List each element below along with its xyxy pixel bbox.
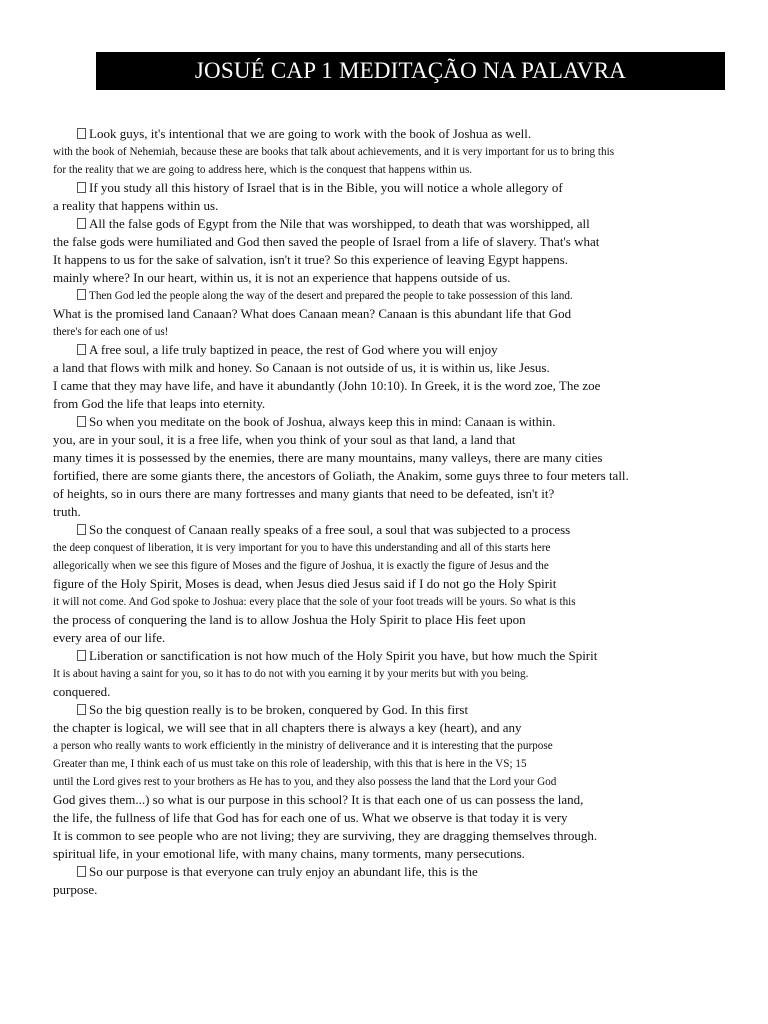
paragraph-line: A free soul, a life truly baptized in peace, the rest of God where you will enjoy <box>53 341 653 359</box>
paragraph-line: Look guys, it's intentional that we are going to work with the book of Joshua as well. <box>53 125 653 143</box>
paragraph-line: Liberation or sanctification is not how much of the Holy Spirit you have, but how much the Spirit <box>53 647 653 665</box>
paragraph-line: Then God led the people along the way of the desert and prepared the people to take possession of this land. <box>53 287 653 305</box>
paragraph-line: until the Lord gives rest to your brothers as He has to you, and they also possess the land that the Lord your God <box>53 776 557 788</box>
paragraph-line: conquered. <box>53 684 111 699</box>
missing-glyph-icon <box>77 650 86 661</box>
paragraph-line: for the reality that we are going to address here, which is the conquest that happens within us. <box>53 164 473 176</box>
paragraph-line: allegorically when we see this figure of Moses and the figure of Joshua, it is exactly the figure of Jesus and the <box>53 560 549 572</box>
paragraph-line: Greater than me, I think each of us must take on this role of leadership, with this that is here in the VS; 15 <box>53 758 527 770</box>
missing-glyph-icon <box>77 344 86 355</box>
paragraph-line: from God the life that leaps into eternity. <box>53 396 266 411</box>
paragraph-line: God gives them...) so what is our purpose in this school? It is that each one of us can possess the land, <box>53 792 584 807</box>
paragraph-line: every area of our life. <box>53 630 166 645</box>
missing-glyph-icon <box>77 704 86 715</box>
missing-glyph-icon <box>77 524 86 535</box>
paragraph-line: spiritual life, in your emotional life, with many chains, many torments, many persecutions. <box>53 846 525 861</box>
paragraph-line: figure of the Holy Spirit, Moses is dead, when Jesus died Jesus said if I do not go the Holy Spirit <box>53 576 557 591</box>
paragraph-line: I came that they may have life, and have it abundantly (John 10:10). In Greek, it is the word zoe, The zoe <box>53 378 601 393</box>
paragraph-line: with the book of Nehemiah, because these are books that talk about achievements, and it is very important for us to bring this <box>53 146 615 158</box>
paragraph-line: the chapter is logical, we will see that in all chapters there is always a key (heart), and any <box>53 720 522 735</box>
paragraph-line: All the false gods of Egypt from the Nile that was worshipped, to death that was worshipped, all <box>53 215 653 233</box>
paragraph-line: a reality that happens within us. <box>53 198 219 213</box>
paragraph-line: So our purpose is that everyone can truly enjoy an abundant life, this is the <box>53 863 653 881</box>
missing-glyph-icon <box>77 289 86 300</box>
paragraph-line: mainly where? In our heart, within us, it is not an experience that happens outside of us. <box>53 270 511 285</box>
paragraph-line: many times it is possessed by the enemies, there are many mountains, many valleys, there are many cities <box>53 450 603 465</box>
paragraph-line: the false gods were humiliated and God then saved the people of Israel from a life of slavery. That's what <box>53 234 600 249</box>
paragraph-line: the deep conquest of liberation, it is very important for you to have this understanding and all of this starts here <box>53 542 551 554</box>
paragraph-line: there's for each one of us! <box>53 326 169 338</box>
paragraph-line: If you study all this history of Israel that is in the Bible, you will notice a whole allegory of <box>53 179 653 197</box>
paragraph-line: So when you meditate on the book of Joshua, always keep this in mind: Canaan is within. <box>53 413 653 431</box>
paragraph-line: the process of conquering the land is to allow Joshua the Holy Spirit to place His feet upon <box>53 612 526 627</box>
paragraph-line: of heights, so in ours there are many fortresses and many giants that need to be defeated, isn't it? <box>53 486 555 501</box>
paragraph-line: It is about having a saint for you, so it has to do not with you earning it by your merits but with you being. <box>53 668 529 680</box>
missing-glyph-icon <box>77 182 86 193</box>
paragraph-line: truth. <box>53 504 81 519</box>
paragraph-line: What is the promised land Canaan? What does Canaan mean? Canaan is this abundant life that God <box>53 306 572 321</box>
page-title: JOSUÉ CAP 1 MEDITAÇÃO NA PALAVRA <box>96 52 725 90</box>
paragraph-line: So the conquest of Canaan really speaks of a free soul, a soul that was subjected to a process <box>53 521 653 539</box>
paragraph-line: you, are in your soul, it is a free life, when you think of your soul as that land, a land that <box>53 432 516 447</box>
document-body <box>53 125 653 899</box>
paragraph-line: It is common to see people who are not living; they are surviving, they are dragging themselves through. <box>53 828 598 843</box>
paragraph-line: a land that flows with milk and honey. So Canaan is not outside of us, it is within us, like Jesus. <box>53 360 550 375</box>
paragraph-line: it will not come. And God spoke to Joshua: every place that the sole of your foot treads will be yours. So what is this <box>53 596 576 608</box>
paragraph-line: So the big question really is to be broken, conquered by God. In this first <box>53 701 653 719</box>
paragraph-line: purpose. <box>53 882 98 897</box>
missing-glyph-icon <box>77 866 86 877</box>
paragraph-line: It happens to us for the sake of salvation, isn't it true? So this experience of leaving Egypt happens. <box>53 252 568 267</box>
missing-glyph-icon <box>77 218 86 229</box>
missing-glyph-icon <box>77 128 86 139</box>
paragraph-line: a person who really wants to work efficiently in the ministry of deliverance and it is interesting that the purpose <box>53 740 553 752</box>
paragraph-line: fortified, there are some giants there, the ancestors of Goliath, the Anakim, some guys three to four meters tall. <box>53 468 629 483</box>
paragraph-line: the life, the fullness of life that God has for each one of us. What we observe is that today it is very <box>53 810 568 825</box>
missing-glyph-icon <box>77 416 86 427</box>
